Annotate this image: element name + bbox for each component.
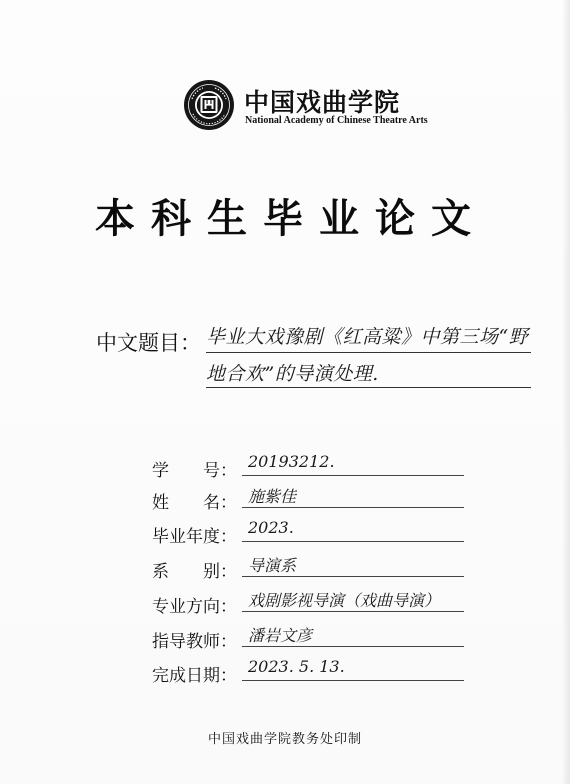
school-name-chinese: 中国戏曲学院 xyxy=(244,88,401,117)
name-label: 姓 名： xyxy=(152,493,237,513)
student-id-label: 学 号： xyxy=(152,461,237,481)
school-name-english: National Academy of Chinese Theatre Arts xyxy=(245,115,428,126)
page-edge-shadow xyxy=(562,0,570,784)
topic-value-line-2: 地合欢”的导演处理. xyxy=(206,359,531,388)
topic-value-line-1: 毕业大戏豫剧《红高粱》中第三场“野 xyxy=(206,322,531,353)
graduation-year-label: 毕业年度： xyxy=(152,527,237,547)
school-seal-icon xyxy=(183,79,235,131)
topic-label: 中文题目： xyxy=(96,331,201,355)
student-id-value: 20193212. xyxy=(242,452,464,476)
document-title: 本科生毕业论文 xyxy=(95,195,487,242)
printed-by-footer: 中国戏曲学院教务处印制 xyxy=(207,732,362,747)
name-value: 施紫佳 xyxy=(242,484,464,508)
completion-date-label: 完成日期： xyxy=(152,666,237,686)
advisor-value: 潘岩文彦 xyxy=(242,623,464,647)
graduation-year-value: 2023. xyxy=(242,518,464,542)
department-value: 导演系 xyxy=(242,553,464,577)
advisor-label: 指导教师： xyxy=(152,632,237,652)
major-value: 戏剧影视导演（戏曲导演） xyxy=(242,588,464,612)
major-label: 专业方向： xyxy=(152,597,237,617)
department-label: 系 别： xyxy=(152,562,237,582)
completion-date-value: 2023. 5. 13. xyxy=(242,657,464,681)
